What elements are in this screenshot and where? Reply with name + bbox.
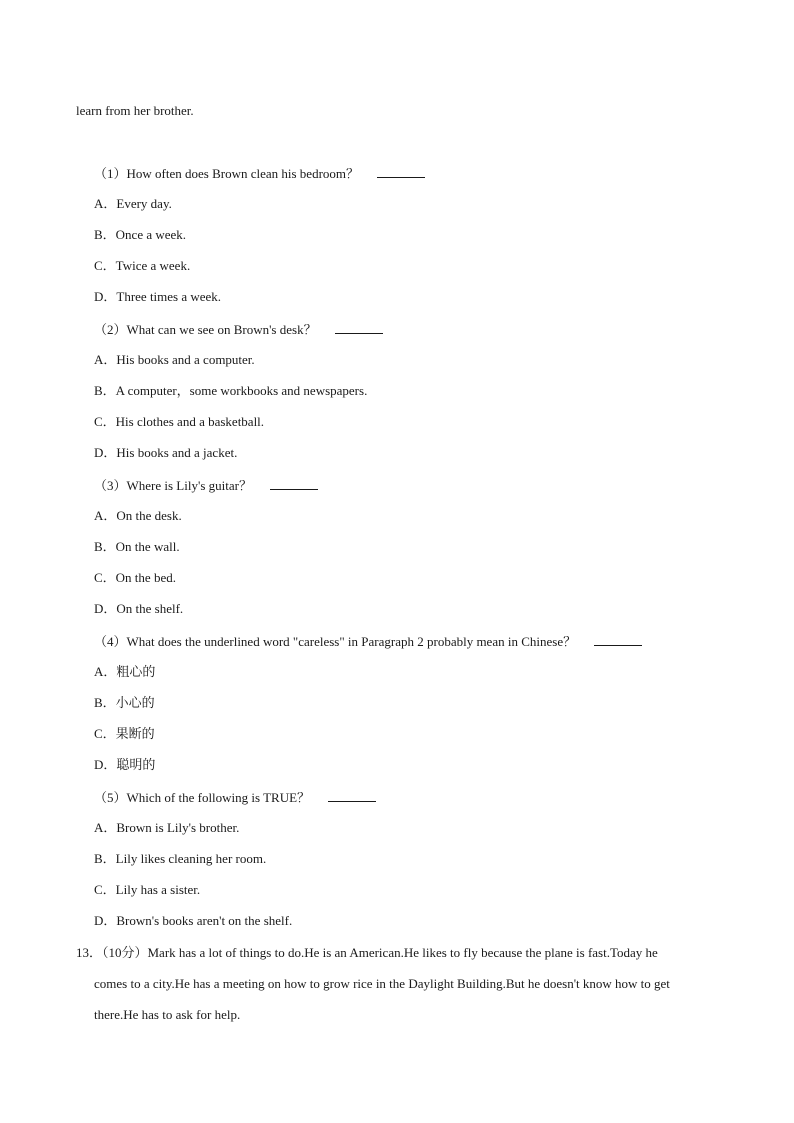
q4-option-d: D．聪明的 — [94, 757, 156, 772]
answer-blank-1 — [377, 165, 425, 178]
question-1-stem: （1）How often does Brown clean his bedroom？ — [94, 166, 360, 181]
q1-option-a: A．Every day. — [94, 196, 172, 211]
question-13-line-3: there.He has to ask for help. — [94, 1007, 241, 1022]
answer-blank-4 — [594, 633, 642, 646]
question-4-stem: （4）What does the underlined word "careless" in Paragraph 2 probably mean in Chinese？ — [94, 634, 577, 649]
answer-blank-5 — [328, 789, 376, 802]
q5-option-a: A．Brown is Lily's brother. — [94, 820, 240, 835]
q2-option-c: C．His clothes and a basketball. — [94, 414, 265, 429]
q4-option-c: C．果断的 — [94, 726, 155, 741]
q2-option-b: B．A computer，some workbooks and newspapers. — [94, 383, 368, 398]
question-1 — [94, 165, 425, 182]
q1-option-d: D．Three times a week. — [94, 289, 222, 304]
q4-option-a: A．粗心的 — [94, 664, 156, 679]
q3-option-a: A．On the desk. — [94, 508, 182, 523]
q5-option-b: B．Lily likes cleaning her room. — [94, 851, 267, 866]
question-2 — [94, 321, 383, 338]
q5-option-d: D．Brown's books aren't on the shelf. — [94, 913, 293, 928]
q3-option-c: C．On the bed. — [94, 570, 176, 585]
q3-option-d: D．On the shelf. — [94, 601, 184, 616]
q1-option-c: C．Twice a week. — [94, 258, 191, 273]
question-5-stem: （5）Which of the following is TRUE？ — [94, 790, 311, 805]
question-3 — [94, 477, 318, 494]
q3-option-b: B．On the wall. — [94, 539, 180, 554]
q4-option-b: B．小心的 — [94, 695, 155, 710]
question-13-line-2: comes to a city.He has a meeting on how to grow rice in the Daylight Building.But he doesn't know how to get — [94, 976, 670, 991]
question-5 — [94, 789, 376, 806]
answer-blank-3 — [270, 477, 318, 490]
passage-tail: learn from her brother. — [76, 103, 194, 118]
question-3-stem: （3）Where is Lily's guitar？ — [94, 478, 252, 493]
question-13-line-1: 13．（10分）Mark has a lot of things to do.He is an American.He likes to fly because the plane is fast.Today he — [76, 945, 658, 960]
answer-blank-2 — [335, 321, 383, 334]
q1-option-b: B．Once a week. — [94, 227, 187, 242]
q2-option-a: A．His books and a computer. — [94, 352, 255, 367]
q2-option-d: D．His books and a jacket. — [94, 445, 238, 460]
q5-option-c: C．Lily has a sister. — [94, 882, 201, 897]
question-4 — [94, 633, 642, 650]
question-2-stem: （2）What can we see on Brown's desk？ — [94, 322, 317, 337]
